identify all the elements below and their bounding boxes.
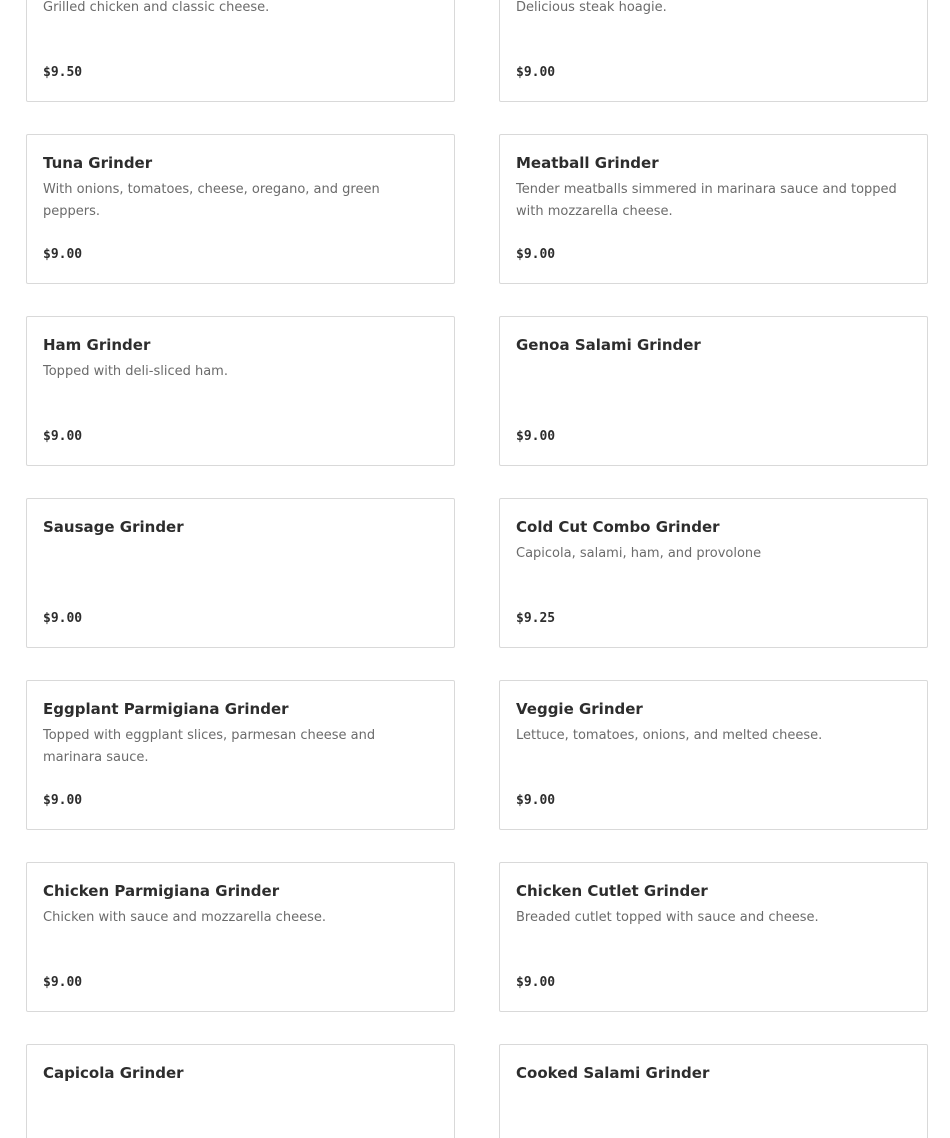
menu-item-name: Veggie Grinder [516,700,643,718]
menu-item-description: Delicious steak hoagie. [516,0,667,15]
menu-item-price: $9.00 [516,975,556,990]
menu-item-description: Grilled chicken and classic cheese. [43,0,270,15]
menu-item-price: $9.00 [516,429,556,444]
menu-item-price: $9.25 [516,611,556,626]
menu-item-description: Tender meatballs simmered in marinara sauce and topped with mozzarella cheese. [516,182,897,219]
menu-item-description: Topped with eggplant slices, parmesan cheese and marinara sauce. [43,728,376,765]
menu-item-price: $9.00 [43,611,83,626]
menu-item-price: $9.00 [43,975,83,990]
menu-item-price: $9.00 [43,247,83,262]
menu-item-name: Capicola Grinder [43,1064,184,1082]
menu-item-price: $9.00 [516,65,556,80]
menu-item-name: Chicken Parmigiana Grinder [43,882,280,900]
menu-item-name: Tuna Grinder [43,154,153,172]
menu-item-description: Chicken with sauce and mozzarella cheese. [43,910,326,925]
menu-item-name: Genoa Salami Grinder [516,336,701,354]
menu-item-price: $9.00 [516,247,556,262]
menu-item-card[interactable] [499,498,928,648]
menu-item-name: Meatball Grinder [516,154,659,172]
menu-item-card[interactable] [499,0,928,102]
menu-item-name: Cold Cut Combo Grinder [516,518,720,536]
menu-item-price: $9.00 [43,793,83,808]
menu-item-card[interactable] [26,862,455,1012]
menu-item-price: $9.00 [43,429,83,444]
menu-item-description: Lettuce, tomatoes, onions, and melted cheese. [516,728,823,743]
menu-item-name: Ham Grinder [43,336,151,354]
menu-item-price: $9.00 [516,793,556,808]
menu-item-description: Breaded cutlet topped with sauce and cheese. [516,910,819,925]
menu-item-card[interactable] [499,680,928,830]
menu-item-card[interactable] [26,0,455,102]
menu-item-description: Topped with deli-sliced ham. [43,364,228,379]
menu-item-card[interactable] [26,1044,455,1138]
menu-item-name: Eggplant Parmigiana Grinder [43,700,289,718]
menu-item-name: Cooked Salami Grinder [516,1064,710,1082]
menu-item-card[interactable] [26,316,455,466]
menu-item-card[interactable] [499,134,928,284]
menu-item-card[interactable] [499,862,928,1012]
menu-item-price: $9.50 [43,65,83,80]
menu-item-name: Sausage Grinder [43,518,184,536]
menu-item-description: Capicola, salami, ham, and provolone [516,546,762,561]
menu-item-name: Chicken Cutlet Grinder [516,882,708,900]
menu-item-card[interactable] [26,134,455,284]
menu-item-card[interactable] [26,498,455,648]
menu-item-description: With onions, tomatoes, cheese, oregano, and green peppers. [43,182,380,219]
menu-item-card[interactable] [499,316,928,466]
menu-item-card[interactable] [26,680,455,830]
menu-item-card[interactable] [499,1044,928,1138]
